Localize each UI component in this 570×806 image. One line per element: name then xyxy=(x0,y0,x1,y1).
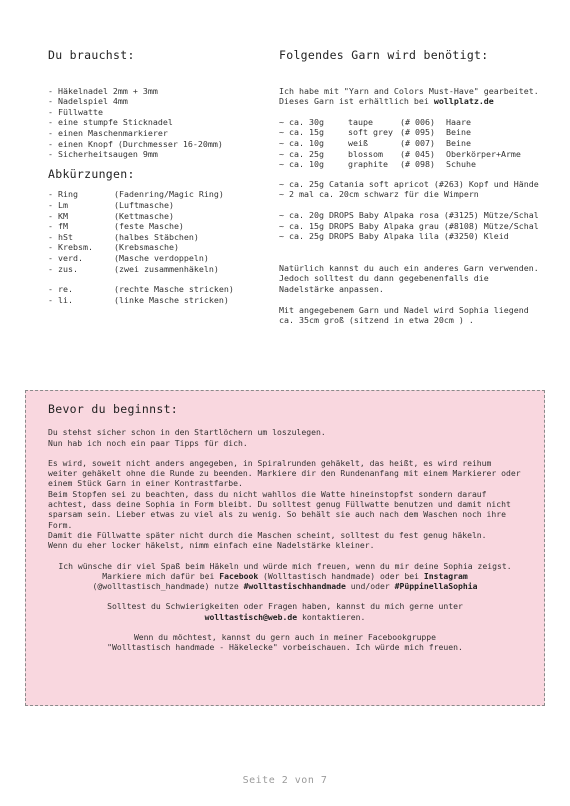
abbr-value: (Fadenring/Magic Ring) xyxy=(114,189,224,200)
contact-text: Solltest du Schwierigkeiten oder Fragen haben, kannst du mich gerne unter xyxy=(107,601,463,612)
list-item xyxy=(279,149,554,160)
contact-paragraph xyxy=(48,601,522,622)
yarn-use: Oberkörper+Arme xyxy=(446,148,521,159)
abbr-value: (Luftmasche) xyxy=(114,199,174,210)
abbr-value: (zwei zusammenhäkeln) xyxy=(114,263,219,274)
yarn-note: Nadelstärke anpassen. xyxy=(279,283,384,294)
yarn-amount: ~ ca. 10g xyxy=(279,159,324,170)
list-item xyxy=(279,138,554,149)
yarn-code: (# 098) xyxy=(400,159,435,170)
list-item xyxy=(279,159,554,170)
yarn-color: weiß xyxy=(348,137,368,148)
group-text: "Wolltastisch handmade - Häkelecke" vorbeischauen. Ich würde mich freuen. xyxy=(107,642,463,653)
tips-paragraph: Du stehst sicher schon in den Startlöchern um loszulegen. xyxy=(48,427,326,438)
tips-paragraph: Beim Stopfen sei zu beachten, dass du nicht wahllos die Watte hineinstopfst sondern darauf achtest, dass deine Sophia in Form bleibt. Du solltest genug Füllwatte benutzen und damit nicht sparsam sein. Lieber etwas zu viel als zu wenig. So behält sie auch nach dem Waschen noch ihre Form. xyxy=(48,488,511,530)
list-item xyxy=(279,117,554,128)
yarn-shop xyxy=(279,96,554,107)
yarn-column xyxy=(279,50,554,326)
group-text: Wenn du möchtest, kannst du gern auch in meiner Facebookgruppe xyxy=(133,632,437,643)
list-item: - Häkelnadel 2mm + 3mm xyxy=(48,85,158,96)
instagram-link[interactable]: Instagram xyxy=(423,570,468,581)
yarn-use: Haare xyxy=(446,116,471,127)
tips-title: Bevor du beginnst: xyxy=(48,402,179,416)
materials-title: Du brauchst: xyxy=(48,48,135,62)
yarn-code: (# 006) xyxy=(400,116,435,127)
yarn-note: Natürlich kannst du auch ein anderes Garn verwenden. xyxy=(279,262,539,273)
hashtag-wolltastisch: #wolltastischhandmade xyxy=(243,581,346,592)
yarn-list xyxy=(279,117,554,170)
list-item xyxy=(48,221,268,232)
yarn-amount: ~ ca. 30g xyxy=(279,116,324,127)
social-text: (@wolltastisch_handmade) nutze xyxy=(92,581,244,592)
abbr-key: - zus. xyxy=(48,263,78,274)
list-item: - Sicherheitsaugen 9mm xyxy=(48,149,158,160)
facebook-link[interactable]: Facebook xyxy=(219,570,259,581)
email-link[interactable]: wolltastisch@web.de xyxy=(204,611,298,622)
yarn-code: (# 045) xyxy=(400,148,435,159)
list-item xyxy=(48,200,268,211)
list-item: - einen Knopf (Durchmesser 16-20mm) xyxy=(48,138,223,149)
list-item xyxy=(48,232,268,243)
group-paragraph xyxy=(48,632,522,653)
tips-paragraph: Es wird, soweit nicht anders angegeben, in Spiralrunden gehäkelt, das heißt, es wird reihum weiter gehäkelt ohne die Runde zu beenden. Markiere dir den Rundenanfang mit einem Markierer oder einem Stück Garn in einer Kontrastfarbe. xyxy=(48,457,521,489)
abbr-value: (halbes Stäbchen) xyxy=(114,231,199,242)
list-item xyxy=(48,242,268,253)
yarn-amount: ~ ca. 15g xyxy=(279,127,324,138)
list-item xyxy=(48,189,268,200)
abbr-key: - Krebsm. xyxy=(48,242,93,253)
list-item: - Füllwatte xyxy=(48,106,103,117)
yarn-code: (# 007) xyxy=(400,137,435,148)
social-text: und/oder xyxy=(345,581,395,592)
tips-paragraph: Wenn du eher locker häkelst, nimm einfach eine Nadelstärke kleiner. xyxy=(48,540,375,551)
abbr-key: - KM xyxy=(48,210,68,221)
yarn-title: Folgendes Garn wird benötigt: xyxy=(279,48,489,62)
abbr-value: (feste Masche) xyxy=(114,221,184,232)
yarn-use: Beine xyxy=(446,127,471,138)
yarn-color: graphite xyxy=(348,159,388,170)
materials-list xyxy=(48,86,268,160)
abbr-key: - Lm xyxy=(48,199,68,210)
yarn-use: Beine xyxy=(446,137,471,148)
list-item xyxy=(279,127,554,138)
abbr-key: - verd. xyxy=(48,252,83,263)
yarn-code: (# 095) xyxy=(400,127,435,138)
list-item xyxy=(48,211,268,222)
tips-paragraph: Nun hab ich noch ein paar Tipps für dich. xyxy=(48,437,248,448)
abbr-value: (linke Masche stricken) xyxy=(114,294,229,305)
abbreviations-title: Abkürzungen: xyxy=(48,166,135,181)
abbr-value: (Masche verdoppeln) xyxy=(114,252,209,263)
yarn-drops: ~ ca. 20g DROPS Baby Alpaka rosa (#3125) Mütze/Schal xyxy=(279,209,539,220)
yarn-color: soft grey xyxy=(348,127,393,138)
yarn-extra: ~ ca. 25g Catania soft apricot (#263) Kopf und Hände xyxy=(279,178,539,189)
yarn-drops: ~ ca. 15g DROPS Baby Alpaka grau (#8108) Mütze/Schal xyxy=(279,220,539,231)
list-item xyxy=(48,284,268,295)
list-item xyxy=(48,253,268,264)
materials-column xyxy=(48,50,268,305)
yarn-note: Jedoch solltest du dann gegebenenfalls die xyxy=(279,273,489,284)
abbr-key: - fM xyxy=(48,221,68,232)
page-number: Seite 2 von 7 xyxy=(242,775,328,786)
social-text: Ich wünsche dir viel Spaß beim Häkeln und würde mich freuen, wenn du mir deine Sophia zeigst. Markiere mich dafür bei xyxy=(58,560,512,581)
tips-box xyxy=(25,390,545,706)
yarn-shop-text: Dieses Garn ist erhältlich bei xyxy=(279,96,434,107)
yarn-color: taupe xyxy=(348,116,373,127)
list-item xyxy=(48,295,268,306)
yarn-extra: ~ 2 mal ca. 20cm schwarz für die Wimpern xyxy=(279,189,479,200)
yarn-color: blossom xyxy=(348,148,383,159)
abbr-value: (Krebsmasche) xyxy=(114,242,179,253)
yarn-use: Schuhe xyxy=(446,159,476,170)
list-item: - einen Maschenmarkierer xyxy=(48,127,168,138)
shop-link[interactable]: wollplatz.de xyxy=(433,96,494,107)
abbreviations-list xyxy=(48,189,268,305)
hashtag-sophia: #PüppinellaSophia xyxy=(394,581,478,592)
yarn-amount: ~ ca. 10g xyxy=(279,137,324,148)
social-text: (Wolltastisch handmade) oder bei xyxy=(258,570,424,581)
yarn-amount: ~ ca. 25g xyxy=(279,148,324,159)
size-note: ca. 35cm groß (sitzend in etwa 20cm ) . xyxy=(279,315,474,326)
list-item: - eine stumpfe Sticknadel xyxy=(48,117,173,128)
list-item: - Nadelspiel 4mm xyxy=(48,96,128,107)
list-item xyxy=(48,264,268,275)
abbr-key: - re. xyxy=(48,284,73,295)
abbr-key: - hSt xyxy=(48,231,73,242)
size-note: Mit angegebenem Garn und Nadel wird Sophia liegend xyxy=(279,304,529,315)
yarn-drops: ~ ca. 25g DROPS Baby Alpaka lila (#3250) Kleid xyxy=(279,231,509,242)
abbr-value: (rechte Masche stricken) xyxy=(114,284,234,295)
social-paragraph xyxy=(48,561,522,592)
yarn-intro: Ich habe mit "Yarn and Colors Must-Have" gearbeitet. xyxy=(279,85,539,96)
abbr-value: (Kettmasche) xyxy=(114,210,174,221)
abbr-key: - li. xyxy=(48,294,73,305)
contact-text: kontaktieren. xyxy=(297,611,366,622)
abbr-key: - Ring xyxy=(48,189,78,200)
tips-paragraph: Damit die Füllwatte später nicht durch die Maschen scheint, solltest du fest genug häkeln. xyxy=(48,529,487,540)
